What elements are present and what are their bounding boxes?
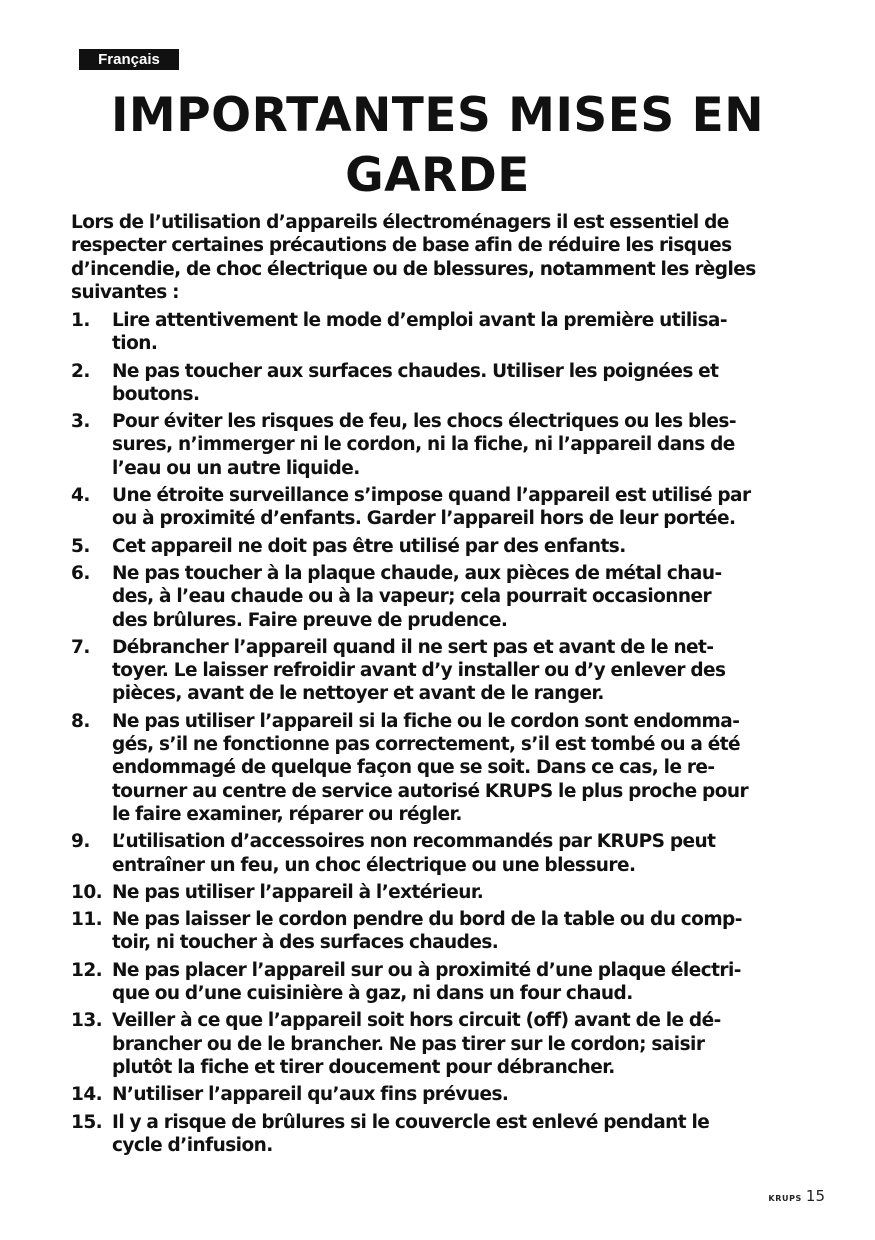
item-text: Ne pas placer l’appareil sur ou à proximité d’une plaque électri- que ou d’une cuisinière à gaz, ni dans un four chaud.: [112, 959, 741, 1005]
list-item: [71, 562, 811, 632]
list-item: [71, 959, 811, 1006]
item-number: 2.: [71, 360, 90, 382]
list-item: [71, 360, 811, 407]
item-number: 15.: [71, 1111, 103, 1133]
item-text: Ne pas laisser le cordon pendre du bord de la table ou du comp- toir, ni toucher à des surfaces chaudes.: [112, 909, 742, 954]
item-text: Cet appareil ne doit pas être utilisé par des enfants.: [112, 535, 626, 557]
list-item: [71, 1083, 811, 1106]
item-number: 8.: [71, 710, 90, 732]
item-text: Lire attentivement le mode d’emploi avant la première utilisa- tion.: [112, 310, 727, 355]
list-item: [71, 535, 811, 558]
item-text: Il y a risque de brûlures si le couvercle est enlevé pendant le cycle d’infusion.: [112, 1111, 710, 1156]
item-text: Ne pas toucher à la plaque chaude, aux pièces de métal chau- des, à l’eau chaude ou à la vapeur; cela pourrait occasionner des brûlures. Faire preuve de prudence.: [112, 562, 722, 631]
item-text: N’utiliser l’appareil qu’aux fins prévues.: [112, 1084, 509, 1106]
item-number: 13.: [71, 1010, 103, 1032]
list-item: [71, 710, 811, 826]
item-text: L’utilisation d’accessoires non recommandés par KRUPS peut entraîner un feu, un choc électrique ou une blessure.: [112, 831, 716, 876]
item-text: Veiller à ce que l’appareil soit hors circuit (off) avant de le dé- brancher ou de le brancher. Ne pas tirer sur le cordon; saisir plutôt la fiche et tirer doucement pour débrancher.: [112, 1010, 721, 1078]
list-item: [71, 410, 811, 480]
brand-logo: KRUPS: [768, 1194, 802, 1203]
item-number: 3.: [71, 411, 90, 433]
item-number: 14.: [71, 1084, 103, 1106]
item-number: 12.: [71, 959, 103, 981]
item-number: 10.: [71, 881, 103, 903]
page-footer: [768, 1187, 825, 1205]
item-number: 7.: [71, 636, 90, 658]
list-item: [71, 830, 811, 877]
item-text: Une étroite surveillance s’impose quand l’appareil est utilisé par ou à proximité d’enfants. Garder l’appareil hors de leur portée.: [112, 485, 751, 530]
item-text: Ne pas toucher aux surfaces chaudes. Utiliser les poignées et boutons.: [112, 360, 719, 405]
list-item: [71, 484, 811, 531]
safety-list: [71, 309, 811, 1161]
language-tag: Français: [79, 49, 179, 70]
intro-paragraph: Lors de l’utilisation d’appareils électroménagers il est essentiel de respecter certaines précautions de base afin de réduire les risques d’incendie, de choc électrique ou de blessures, notamment les règles suivantes :: [71, 212, 756, 303]
item-text: Débrancher l’appareil quand il ne sert pas et avant de le net- toyer. Le laisser refroidir avant d’y installer ou d’y enlever des pièces, avant de le nettoyer et avant de le ranger.: [112, 636, 726, 705]
list-item: [71, 1111, 811, 1158]
list-item: [71, 908, 811, 955]
item-number: 5.: [71, 535, 90, 557]
item-number: 6.: [71, 562, 90, 584]
list-item: [71, 1009, 811, 1079]
item-text: Ne pas utiliser l’appareil si la fiche ou le cordon sont endomma- gés, s’il ne fonctionne pas correctement, s’il est tombé ou a été endommagé de quelque façon que se soit. Dans ce cas, le re- tourner au centre de service autorisé KRUPS le plus proche pour le faire examiner, réparer ou régler.: [112, 710, 749, 825]
list-item: [71, 881, 811, 904]
list-item: [71, 636, 811, 706]
item-number: 11.: [71, 909, 103, 931]
item-text: Pour éviter les risques de feu, les chocs électriques ou les bles- sures, n’immerger ni le cordon, ni la fiche, ni l’appareil dans de l’eau ou un autre liquide.: [112, 411, 737, 479]
list-item: [71, 309, 811, 356]
item-text: Ne pas utiliser l’appareil à l’extérieur.: [112, 881, 484, 903]
item-number: 4.: [71, 485, 90, 507]
page-number: 15: [805, 1187, 825, 1205]
item-number: 9.: [71, 831, 90, 853]
item-number: 1.: [71, 310, 90, 331]
page-title: IMPORTANTES MISES EN GARDE: [110, 88, 765, 203]
